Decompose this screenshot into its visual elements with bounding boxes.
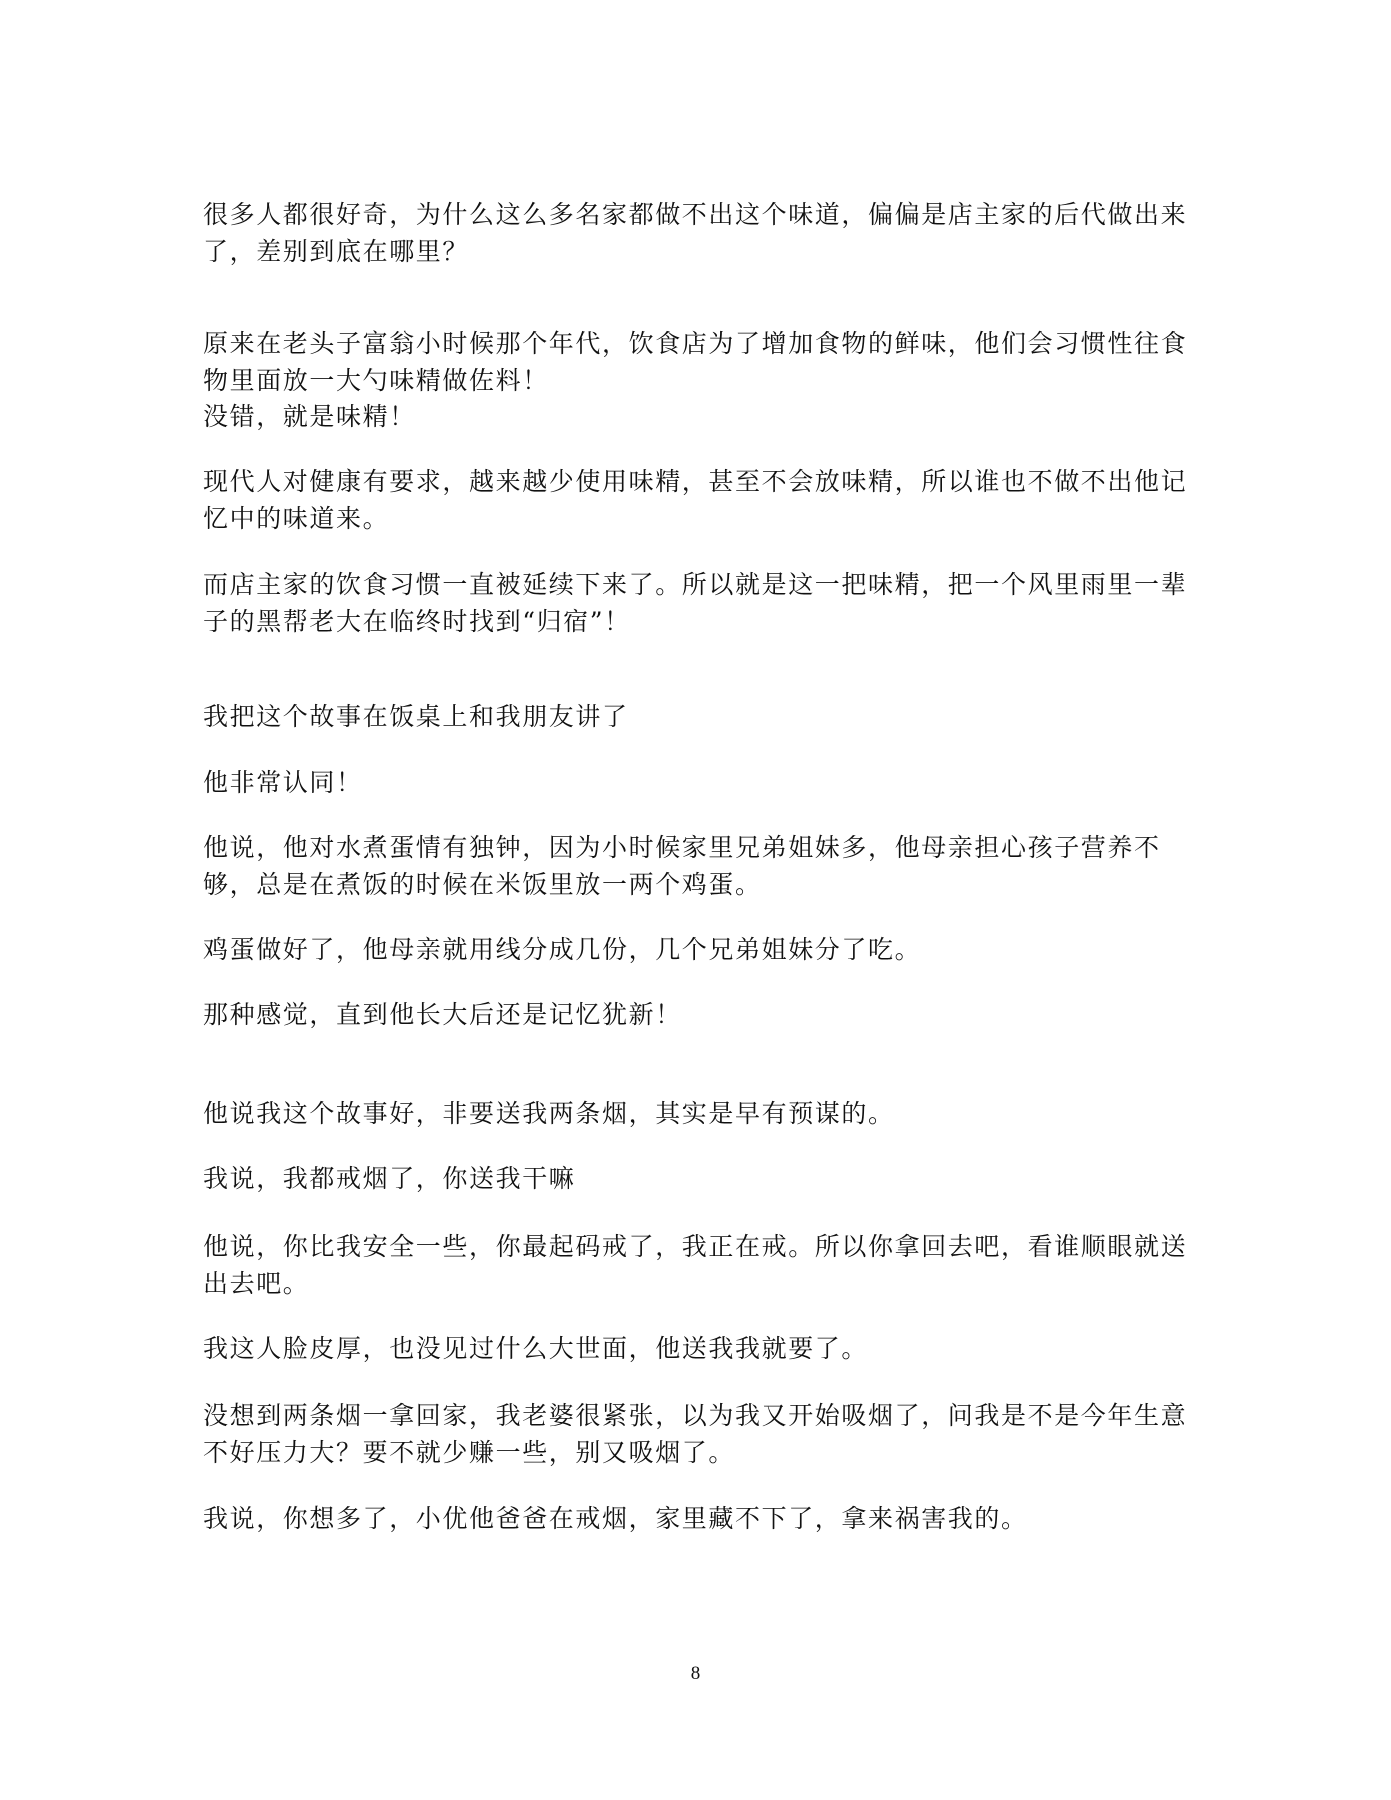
paragraph: 我把这个故事在饭桌上和我朋友讲了 (203, 702, 629, 731)
paragraph: 我说，我都戒烟了，你送我干嘛 (203, 1164, 576, 1193)
paragraph: 鸡蛋做好了，他母亲就用线分成几份，几个兄弟姐妹分了吃。 (203, 935, 922, 964)
paragraph: 没错，就是味精！ (203, 402, 416, 431)
paragraph: 原来在老头子富翁小时候那个年代，饮食店为了增加食物的鲜味，他们会习惯性往食物里面放一大勺味精做佐料！ (203, 329, 1188, 395)
paragraph: 而店主家的饮食习惯一直被延续下来了。所以就是这一把味精，把一个风里雨里一辈子的黑帮老大在临终时找到“归宿”！ (203, 570, 1188, 636)
paragraph: 没想到两条烟一拿回家，我老婆很紧张，以为我又开始吸烟了，问我是不是今年生意不好压力大？要不就少赚一些，别又吸烟了。 (203, 1401, 1188, 1467)
paragraph: 现代人对健康有要求，越来越少使用味精，甚至不会放味精，所以谁也不做不出他记忆中的味道来。 (203, 467, 1188, 533)
paragraph: 他非常认同！ (203, 768, 363, 797)
paragraph: 我这人脸皮厚，也没见过什么大世面，他送我我就要了。 (203, 1334, 869, 1363)
paragraph: 他说，你比我安全一些，你最起码戒了，我正在戒。所以你拿回去吧，看谁顺眼就送出去吧。 (203, 1232, 1188, 1298)
paragraph: 我说，你想多了，小优他爸爸在戒烟，家里藏不下了，拿来祸害我的。 (203, 1504, 1028, 1533)
paragraph: 他说我这个故事好，非要送我两条烟，其实是早有预谋的。 (203, 1099, 895, 1128)
page-number: 8 (690, 1663, 701, 1684)
paragraph: 那种感觉，直到他长大后还是记忆犹新！ (203, 1000, 682, 1029)
paragraph: 很多人都很好奇，为什么这么多名家都做不出这个味道，偏偏是店主家的后代做出来了，差别到底在哪里？ (203, 200, 1188, 266)
paragraph: 他说，他对水煮蛋情有独钟，因为小时候家里兄弟姐妹多，他母亲担心孩子营养不够，总是在煮饭的时候在米饭里放一两个鸡蛋。 (203, 833, 1161, 899)
